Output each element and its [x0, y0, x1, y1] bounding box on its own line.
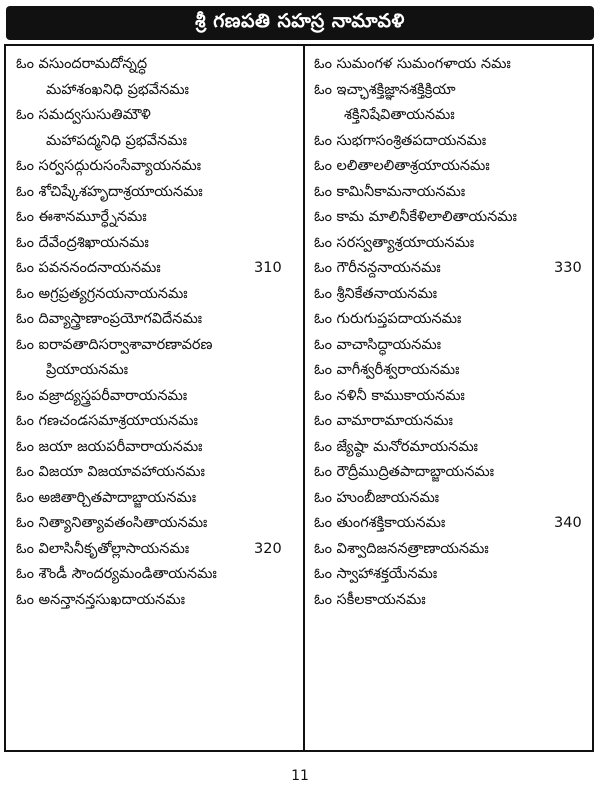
name-line — [314, 256, 590, 282]
name-text: ఓం హుంబీజాయనమః — [314, 489, 440, 506]
name-line — [16, 460, 298, 486]
name-line — [16, 307, 298, 333]
name-line — [16, 358, 298, 384]
column-divider — [303, 46, 305, 750]
name-text: ఓం తుంగశక్తికాయనమః — [314, 515, 446, 531]
name-text: ఓం విలాసినీకృతోల్లాసాయనమః — [16, 540, 190, 557]
name-text: ఓం రౌద్రీముద్రితపాదాబ్జాయనమః — [314, 464, 494, 480]
name-text: ఓం గురుగుప్తపదాయనమః — [314, 311, 462, 327]
name-text: ఓం గౌరీనన్దనాయనమః — [314, 260, 441, 276]
name-line — [16, 180, 298, 206]
name-text: ఓం శోచిష్కేశహృదాశ్రయాయనమః — [16, 183, 203, 200]
name-line — [16, 409, 298, 435]
name-text: ఓం జయా జయపరీవారాయనమః — [16, 438, 203, 455]
name-text: ఓం సుమంగళ సుమంగళాయ నమః — [314, 56, 511, 72]
name-line — [314, 460, 590, 486]
name-text: ఓం దేవేంద్రశిఖాయనమః — [16, 234, 149, 251]
name-text: ఓం శ్రీనికేతనాయనమః — [314, 285, 438, 302]
name-text: ఓం లలితాలలితాశ్రయాయనమః — [314, 158, 490, 174]
name-text: ఓం వజ్రాద్యస్త్రపరీవారాయనమః — [16, 387, 188, 404]
name-line — [314, 307, 590, 333]
name-line — [16, 52, 298, 78]
page-number: 11 — [291, 768, 309, 784]
name-line — [314, 231, 590, 257]
page-title: శ్రీ గణపతి సహస్ర నామావళి — [195, 10, 405, 32]
name-text: ప్రియాయనమః — [46, 362, 129, 378]
name-line — [314, 409, 590, 435]
name-text: ఓం వాగీశ్వరీశ్వరాయనమః — [314, 362, 460, 378]
name-line — [314, 562, 590, 588]
name-text: ఓం కామినీకామనాయనమః — [314, 183, 466, 200]
name-text: ఓం నిత్యానిత్యావతంసితాయనమః — [16, 515, 208, 531]
right-column — [314, 52, 590, 613]
name-text: ఓం విజయా విజయావహాయనమః — [16, 464, 205, 480]
name-line — [314, 282, 590, 308]
name-count-marker: 340 — [554, 515, 582, 531]
name-line — [16, 384, 298, 410]
name-line — [16, 435, 298, 461]
name-line — [314, 384, 590, 410]
name-text: ఓం ఐరావతాదిసర్వాశావారణావరణ — [16, 336, 213, 353]
name-line — [314, 588, 590, 614]
name-line — [314, 435, 590, 461]
name-text: ఓం సర్వసద్గురుసంసేవ్యాయనమః — [16, 158, 202, 174]
name-line — [16, 103, 298, 129]
name-text: మహాశంఖనిధి ప్రభవేనమః — [46, 81, 189, 98]
name-count-marker: 330 — [554, 260, 582, 276]
name-line — [16, 333, 298, 359]
name-text: ఓం నళినీ కాముకాయనమః — [314, 387, 465, 404]
name-line — [314, 78, 590, 104]
name-text: ఓం సమద్వసుసుతిమౌళి — [16, 107, 151, 123]
name-text: ఓం కామ మాలినీకేళిలాలితాయనమః — [314, 209, 517, 225]
name-text: ఓం పవననందనాయనమః — [16, 260, 161, 276]
name-line — [314, 358, 590, 384]
name-line — [16, 129, 298, 155]
name-line — [16, 537, 298, 563]
name-line — [16, 282, 298, 308]
left-column — [16, 52, 298, 613]
name-text: ఓం సుభగాసంశ్రితపదాయనమః — [314, 132, 487, 149]
name-line — [16, 154, 298, 180]
name-text: ఓం వసుందరామదోన్నద్ధ — [16, 56, 148, 72]
name-line — [16, 486, 298, 512]
name-text: ఓం ఈశానమూర్ధ్నేనమః — [16, 209, 147, 225]
name-line — [314, 511, 590, 537]
names-table — [4, 44, 594, 752]
name-line — [314, 205, 590, 231]
name-line — [314, 52, 590, 78]
name-line — [314, 180, 590, 206]
name-text: ఓం సరస్వత్యాశ్రయాయనమః — [314, 234, 475, 251]
name-line — [314, 537, 590, 563]
name-text: ఓం అజితార్చితపాదాబ్జాయనమః — [16, 489, 197, 506]
name-count-marker: 310 — [254, 260, 282, 276]
name-text: ఓం అనన్తానన్తసుఖదాయనమః — [16, 591, 185, 608]
name-text: ఓం విశ్వాదిజననత్రాణాయనమః — [314, 540, 489, 557]
name-text: ఓం సకీలకాయనమః — [314, 591, 426, 608]
name-count-marker: 320 — [254, 540, 282, 557]
name-text: ఓం వాచాసిద్ధాయనమః — [314, 336, 442, 353]
title-banner — [6, 6, 594, 40]
name-text: శక్తినిషేవితాయనమః — [344, 107, 455, 123]
name-line — [314, 486, 590, 512]
name-line — [314, 154, 590, 180]
name-text: ఓం దివ్యాస్త్రాణాంప్రయోగవిదేనమః — [16, 311, 203, 327]
name-line — [314, 333, 590, 359]
name-line — [314, 129, 590, 155]
name-line — [16, 562, 298, 588]
name-text: ఓం వామారామాయనమః — [314, 413, 453, 429]
name-line — [16, 78, 298, 104]
name-line — [16, 511, 298, 537]
name-text: ఓం జ్యేష్ఠా మనోరమాయనమః — [314, 438, 478, 455]
name-line — [16, 588, 298, 614]
name-line — [16, 205, 298, 231]
name-text: ఓం స్వాహాశక్తయేనమః — [314, 566, 438, 582]
name-line — [16, 231, 298, 257]
name-text: ఓం గణచండసమాశ్రయాయనమః — [16, 413, 198, 429]
name-line — [16, 256, 298, 282]
name-text: ఓం అగ్రప్రత్యగ్రనయనాయనమః — [16, 285, 188, 302]
name-text: ఓం ఇచ్ఛాశక్తిజ్ఞానశక్తిక్రియా — [314, 81, 456, 98]
name-line — [314, 103, 590, 129]
name-text: ఓం శౌండీ సౌందర్యమండితాయనమః — [16, 566, 217, 582]
name-text: మహాపద్మనిధి ప్రభవేనమః — [46, 132, 187, 149]
